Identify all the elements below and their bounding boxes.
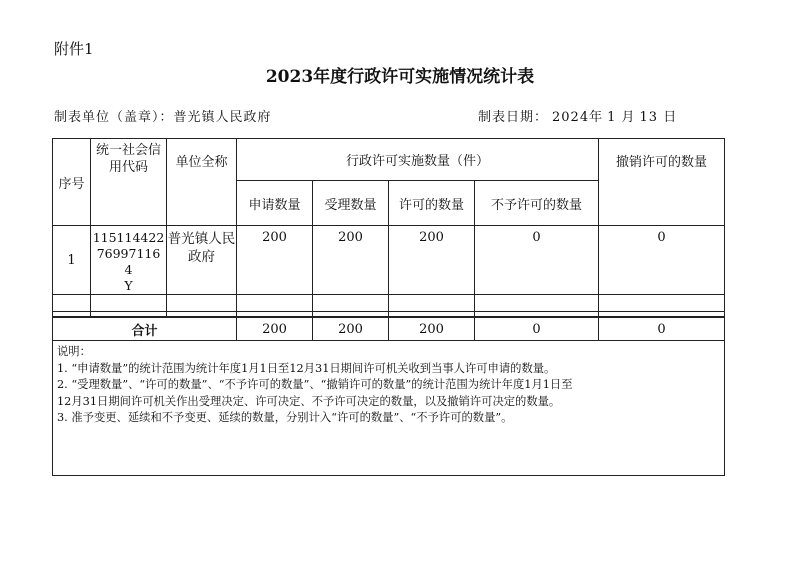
row-not-permitted: 0 (475, 226, 599, 295)
header-row (53, 139, 725, 181)
credit-code-main: 11511442276997116 4 (92, 230, 165, 277)
row-unit-name: 普光镇人民政府 (167, 226, 237, 295)
row-applications: 200 (237, 226, 313, 295)
date-label: 制表日期： (478, 110, 549, 125)
note-line: 1. “申请数量”的统计范围为统计年度1月1日至12月31日期间许可机关收到当事人许可申请的数量。 (57, 361, 556, 375)
notes-row (53, 341, 725, 476)
attachment-label: 附件1 (54, 40, 94, 58)
credit-code-tail: Y (124, 278, 133, 293)
total-applications: 200 (237, 317, 313, 341)
issue-date (478, 106, 681, 125)
total-not-permitted: 0 (475, 317, 599, 341)
header-permitted: 许可的数量 (389, 181, 475, 226)
row-credit-code (91, 226, 167, 295)
total-accepted: 200 (313, 317, 389, 341)
header-accepted: 受理数量 (313, 181, 389, 226)
header-implementation-count: 行政许可实施数量（件） (237, 139, 599, 181)
header-credit-code: 统一社会信用代码 (91, 139, 167, 226)
header-revoked-count: 撤销许可的数量 (599, 139, 725, 226)
issuing-unit: 制表单位（盖章）：普光镇人民政府 (54, 110, 272, 125)
total-row (53, 317, 725, 341)
note-line: 2. “受理数量”、“许可的数量”、“不予许可的数量”、“撤销许可的数量”的统计范围为统计年度1月1日至 (57, 378, 573, 392)
note-line: 3. 准予变更、延续和不予变更、延续的数量，分别计入“许可的数量”、“不予许可的数量”。 (57, 411, 513, 425)
row-accepted: 200 (313, 226, 389, 295)
total-permitted: 200 (389, 317, 475, 341)
note-line: 12月31日期间许可机关作出受理决定、许可决定、不予许可决定的数量，以及撤销许可决定的数量。 (57, 394, 561, 408)
empty-row (53, 295, 725, 312)
header-unit-name: 单位全称 (167, 139, 237, 226)
notes (53, 341, 725, 476)
notes-heading: 说明： (57, 345, 91, 358)
total-revoked: 0 (599, 317, 725, 341)
date-month: 1 月 (607, 110, 636, 125)
table-row (53, 226, 725, 295)
date-day: 13 日 (639, 110, 678, 125)
total-label: 合计 (53, 317, 237, 341)
row-revoked: 0 (599, 226, 725, 295)
header-index: 序号 (53, 139, 91, 226)
statistics-table (52, 138, 725, 476)
date-year: 2024年 (552, 110, 604, 125)
header-applications: 申请数量 (237, 181, 313, 226)
row-index: 1 (53, 226, 91, 295)
page-title: 2023年度行政许可实施情况统计表 (265, 67, 535, 87)
header-not-permitted: 不予许可的数量 (475, 181, 599, 226)
row-permitted: 200 (389, 226, 475, 295)
